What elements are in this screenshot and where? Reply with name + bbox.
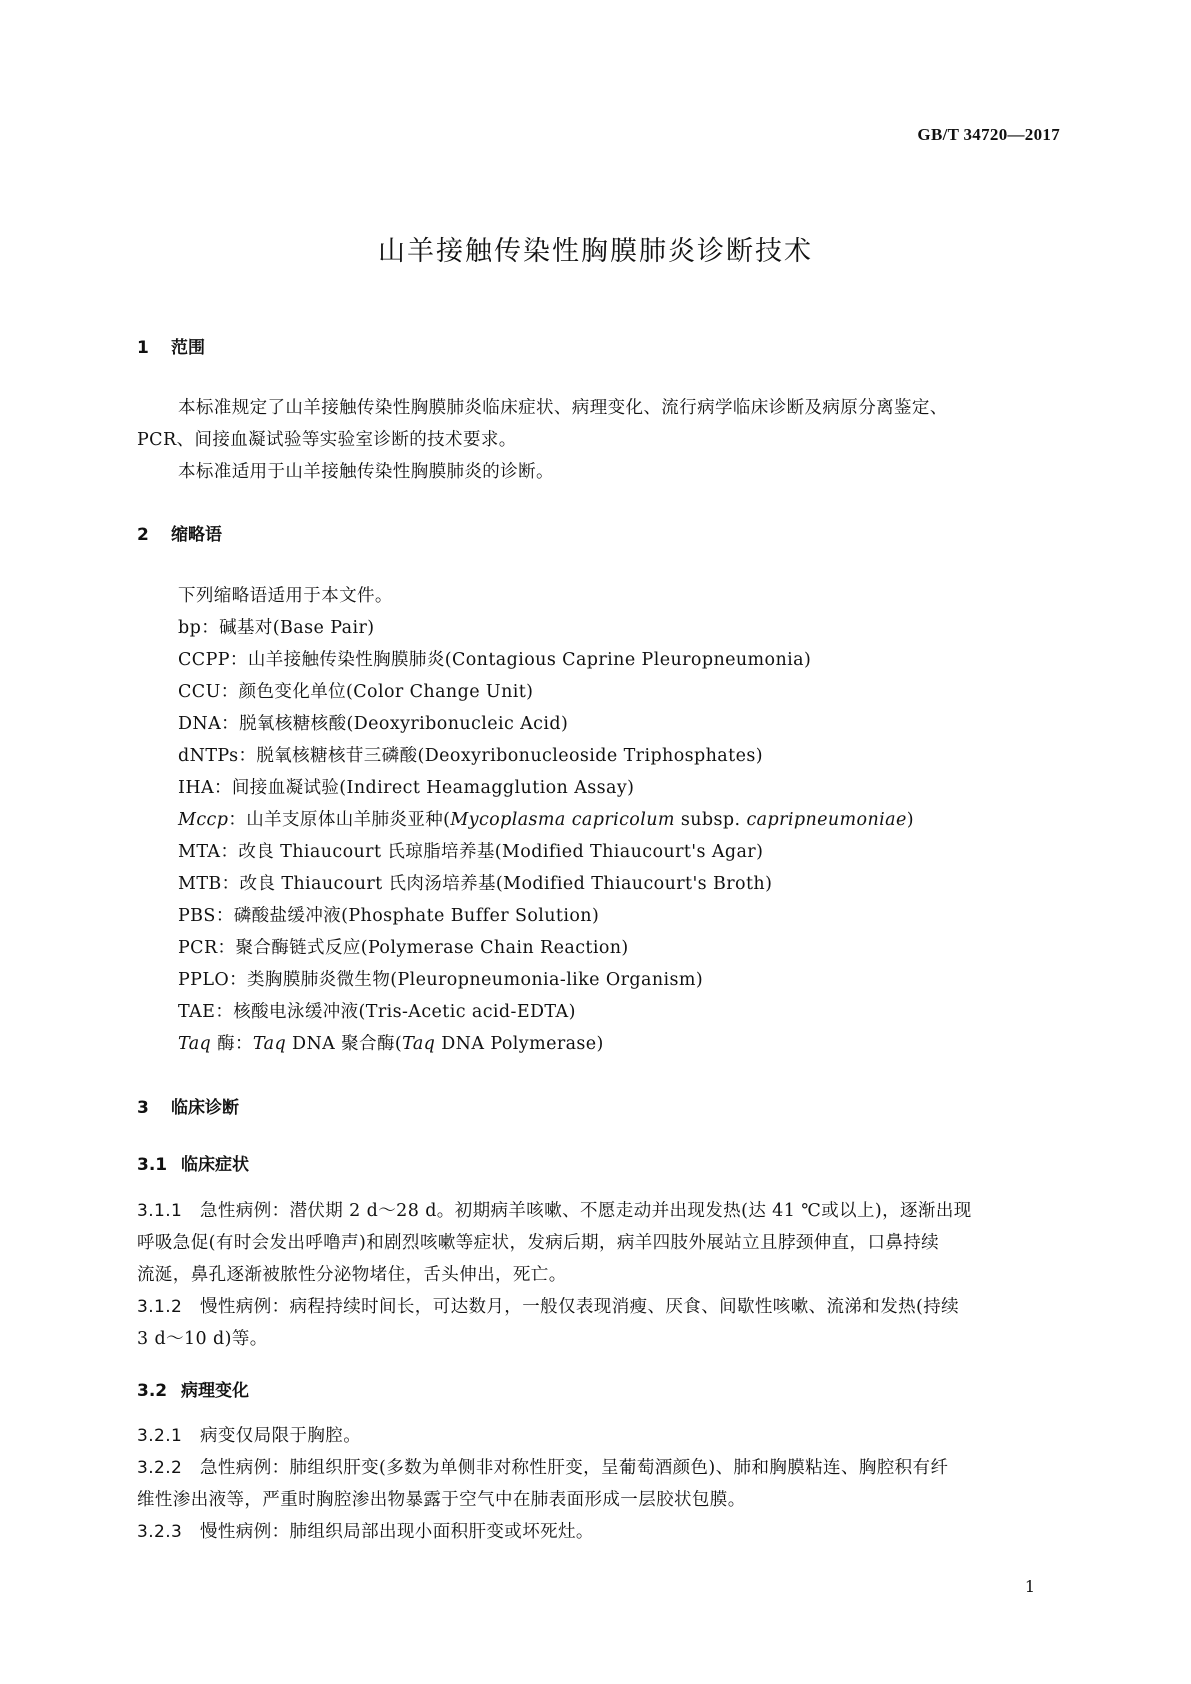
abbreviation-item-taq (178, 1030, 604, 1055)
abbr-italic: capripneumoniae (746, 810, 907, 830)
abbr-text: 酶： (211, 1034, 253, 1054)
scope-paragraph-line-1: 本标准规定了山羊接触传染性胸膜肺炎临床症状、病理变化、流行病学临床诊断及病原分离鉴定、 (178, 398, 948, 418)
abbr-text: DNA 聚合酶( (286, 1034, 403, 1054)
clause-number: 3.2.1 (137, 1426, 183, 1446)
document-title: 山羊接触传染性胸膜肺炎诊断技术 (378, 236, 813, 267)
section-1-heading (137, 333, 205, 358)
abbreviation-item: PPLO：类胸膜肺炎微生物(Pleuropneumonia-like Organism) (178, 970, 704, 990)
clause-text: 急性病例：肺组织肝变(多数为单侧非对称性肝变，呈葡萄酒颜色)、肺和胸膜粘连、胸腔积有纤 (200, 1458, 949, 1478)
abbr-italic: Taq (178, 1034, 212, 1054)
abbreviation-item: DNA：脱氧核糖核酸(Deoxyribonucleic Acid) (178, 714, 569, 734)
clause-text: 急性病例：潜伏期 2 d～28 d。初期病羊咳嗽、不愿走动并出现发热(达 41 ℃或以上)，逐渐出现 (200, 1201, 972, 1221)
abbreviation-item: CCU：颜色变化单位(Color Change Unit) (178, 682, 534, 702)
scope-paragraph-2: 本标准适用于山羊接触传染性胸膜肺炎的诊断。 (178, 462, 554, 482)
abbreviation-item: CCPP：山羊接触传染性胸膜肺炎(Contagious Caprine Pleuropneumonia) (178, 650, 812, 670)
standard-code: GB/T 34720—2017 (917, 125, 1060, 144)
clause-3-1-1-line-3: 流涎，鼻孔逐渐被脓性分泌物堵住，舌头伸出，死亡。 (137, 1265, 567, 1285)
abbreviations-intro: 下列缩略语适用于本文件。 (178, 586, 393, 606)
section-number: 3 (137, 1098, 149, 1118)
clause-3-2-1 (137, 1422, 361, 1447)
abbreviation-item: PCR：聚合酶链式反应(Polymerase Chain Reaction) (178, 938, 629, 958)
section-number: 2 (137, 525, 149, 545)
abbr-italic: Mccp (178, 810, 229, 830)
section-title: 临床诊断 (171, 1098, 239, 1118)
clause-number: 3.1.2 (137, 1297, 183, 1317)
page-number: 1 (1024, 1577, 1035, 1596)
subsection-number: 3.1 (137, 1155, 168, 1175)
clause-3-1-1-line-2: 呼吸急促(有时会发出呼噜声)和剧烈咳嗽等症状，发病后期，病羊四肢外展站立且脖颈伸直，口鼻持续 (137, 1233, 940, 1253)
abbreviation-item: MTB：改良 Thiaucourt 氏肉汤培养基(Modified Thiaucourt's Broth) (178, 874, 773, 894)
abbr-italic: Mycoplasma capricolum (450, 810, 675, 830)
clause-number: 3.1.1 (137, 1201, 183, 1221)
section-number: 1 (137, 338, 149, 358)
clause-3-1-2-line-1 (137, 1293, 959, 1318)
section-2-heading (137, 520, 222, 545)
subsection-title: 病理变化 (181, 1381, 249, 1401)
clause-3-1-2-line-2: 3 d～10 d)等。 (137, 1329, 268, 1349)
abbr-text: subsp. (674, 810, 747, 830)
abbreviation-item: MTA：改良 Thiaucourt 氏琼脂培养基(Modified Thiaucourt's Agar) (178, 842, 764, 862)
clause-text: 慢性病例：肺组织局部出现小面积肝变或坏死灶。 (200, 1522, 594, 1542)
scope-paragraph-line-2: PCR、间接血凝试验等实验室诊断的技术要求。 (137, 430, 517, 450)
clause-number: 3.2.2 (137, 1458, 183, 1478)
abbreviation-item: PBS：磷酸盐缓冲液(Phosphate Buffer Solution) (178, 906, 600, 926)
clause-3-2-2-line-1 (137, 1454, 948, 1479)
section-3-heading (137, 1093, 239, 1118)
subsection-3-1-heading (137, 1150, 249, 1175)
clause-text: 病变仅局限于胸腔。 (200, 1426, 362, 1446)
abbreviation-item: dNTPs：脱氧核糖核苷三磷酸(Deoxyribonucleoside Triphosphates) (178, 746, 763, 766)
subsection-number: 3.2 (137, 1381, 168, 1401)
abbreviation-item: IHA：间接血凝试验(Indirect Heamagglution Assay) (178, 778, 635, 798)
abbr-italic: Taq (252, 1034, 287, 1054)
abbr-text: DNA Polymerase) (435, 1034, 604, 1054)
abbreviation-item-mccp (178, 806, 914, 831)
abbr-italic: Taq (402, 1034, 436, 1054)
section-title: 缩略语 (171, 525, 222, 545)
subsection-title: 临床症状 (181, 1155, 249, 1175)
clause-text: 慢性病例：病程持续时间长，可达数月，一般仅表现消瘦、厌食、间歇性咳嗽、流涕和发热(持续 (200, 1297, 960, 1317)
abbreviation-item: bp：碱基对(Base Pair) (178, 618, 375, 638)
clause-3-1-1-line-1 (137, 1197, 972, 1222)
abbr-text: ：山羊支原体山羊肺炎亚种( (228, 810, 451, 830)
clause-number: 3.2.3 (137, 1522, 183, 1542)
subsection-3-2-heading (137, 1376, 249, 1401)
section-title: 范围 (171, 338, 205, 358)
clause-3-2-2-line-2: 维性渗出液等，严重时胸腔渗出物暴露于空气中在肺表面形成一层胶状包膜。 (137, 1490, 746, 1510)
clause-3-2-3 (137, 1518, 594, 1543)
abbreviation-item: TAE：核酸电泳缓冲液(Tris-Acetic acid-EDTA) (178, 1002, 576, 1022)
abbr-text: ) (906, 810, 914, 830)
